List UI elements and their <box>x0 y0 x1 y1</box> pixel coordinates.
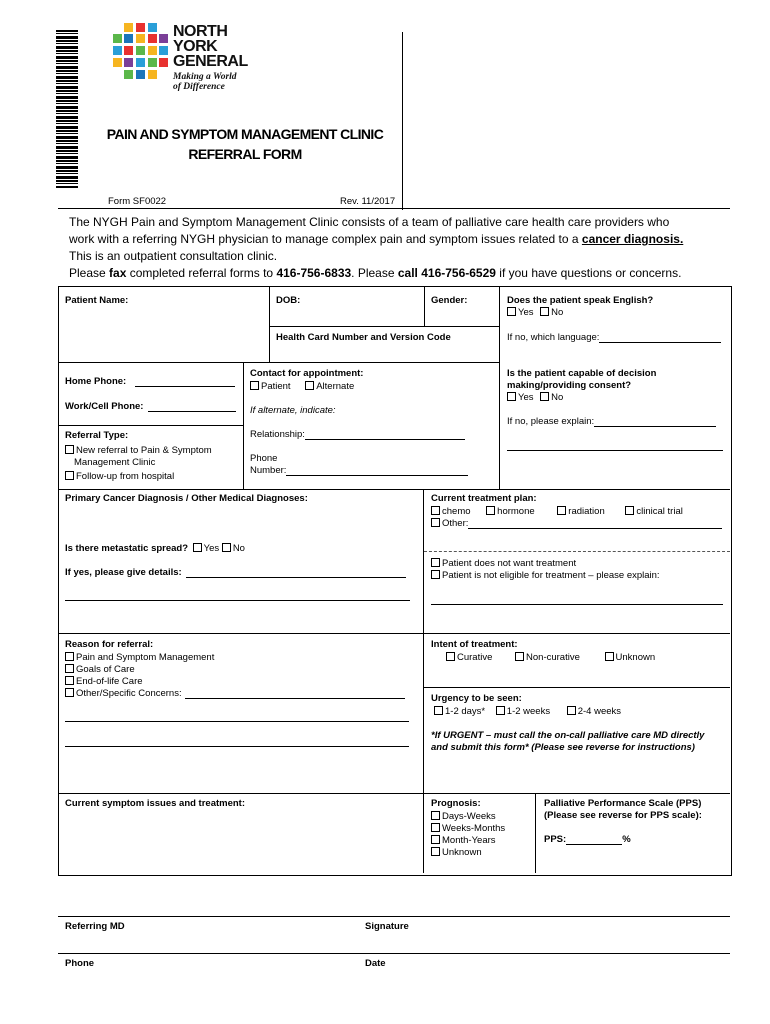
unknown-prognosis-checkbox[interactable] <box>431 847 440 856</box>
reason-label: Reason for referral: <box>65 639 154 650</box>
urgency-options: 1-2 days* 1-2 weeks 2-4 weeks <box>434 706 621 717</box>
relationship-field[interactable]: Relationship: <box>250 429 465 440</box>
dob-label: DOB: <box>276 295 301 306</box>
intro-line-2: work with a referring NYGH physician to manage complex pain and symptom issues related to a cancer diagnosis. <box>69 232 684 246</box>
unknown-intent-checkbox[interactable] <box>605 652 614 661</box>
contact-alternate-checkbox[interactable] <box>305 381 314 390</box>
capable-options: Yes No <box>507 392 563 403</box>
diagnosis-label: Primary Cancer Diagnosis / Other Medical Diagnoses: <box>65 493 308 504</box>
reason-other-option[interactable]: Other/Specific Concerns: <box>65 688 405 699</box>
form-revision: Rev. 11/2017 <box>340 196 396 207</box>
capable-question-1: Is the patient capable of decision <box>507 368 657 379</box>
capable-question-2: making/providing consent? <box>507 380 632 391</box>
work-phone-field[interactable]: Work/Cell Phone: <box>65 401 236 412</box>
intro-line-4: Please fax completed referral forms to 416-756-6833. Please call 416-756-6529 if you have questions or concerns. <box>69 266 682 280</box>
prognosis-days-option[interactable]: Days-Weeks <box>431 811 496 822</box>
not-eligible-option[interactable]: Patient is not eligible for treatment – please explain: <box>431 570 660 581</box>
english-no-checkbox[interactable] <box>540 307 549 316</box>
curative-checkbox[interactable] <box>446 652 455 661</box>
intro-line-1: The NYGH Pain and Symptom Management Clinic consists of a team of palliative care health care providers who <box>69 215 670 229</box>
referral-type-label: Referral Type: <box>65 430 129 441</box>
radiation-checkbox[interactable] <box>557 506 566 515</box>
capable-yes-checkbox[interactable] <box>507 392 516 401</box>
form-number: Form SF0022 <box>108 196 167 207</box>
other-concerns-checkbox[interactable] <box>65 688 74 697</box>
details-field[interactable]: If yes, please give details: <box>65 567 406 578</box>
prognosis-weeks-option[interactable]: Weeks-Months <box>431 823 505 834</box>
chemo-checkbox[interactable] <box>431 506 440 515</box>
metastatic-no-checkbox[interactable] <box>222 543 231 552</box>
home-phone-field[interactable]: Home Phone: <box>65 376 235 387</box>
other-treatment-checkbox[interactable] <box>431 518 440 527</box>
weeks-months-checkbox[interactable] <box>431 823 440 832</box>
urgency-label: Urgency to be seen: <box>431 693 522 704</box>
new-referral-checkbox[interactable] <box>65 445 74 454</box>
intent-label: Intent of treatment: <box>431 639 518 650</box>
logo-general: GENERAL <box>173 53 248 70</box>
capable-no-checkbox[interactable] <box>540 392 549 401</box>
gender-label: Gender: <box>431 295 468 306</box>
intro-line-3: This is an outpatient consultation clinic. <box>69 249 278 263</box>
urgency-2-4-weeks-checkbox[interactable] <box>567 706 576 715</box>
pps-field[interactable]: PPS: % <box>544 834 631 845</box>
eol-checkbox[interactable] <box>65 676 74 685</box>
symptom-label: Current symptom issues and treatment: <box>65 798 246 809</box>
non-curative-checkbox[interactable] <box>515 652 524 661</box>
contact-options: Patient Alternate <box>250 381 354 392</box>
other-treatment-field[interactable]: Other: <box>431 518 722 529</box>
prognosis-label: Prognosis: <box>431 798 481 809</box>
logo-tagline-1: Making a World <box>173 72 237 82</box>
new-referral-option-2: Management Clinic <box>74 457 156 468</box>
reason-goals-option[interactable]: Goals of Care <box>65 664 135 675</box>
urgency-1-2-days-checkbox[interactable] <box>434 706 443 715</box>
goals-checkbox[interactable] <box>65 664 74 673</box>
logo-york: YORK <box>173 38 218 55</box>
pps-label-1: Palliative Performance Scale (PPS) <box>544 798 702 809</box>
speak-english-question: Does the patient speak English? <box>507 295 654 306</box>
treatment-plan-label: Current treatment plan: <box>431 493 537 504</box>
metastatic-question: Is there metastatic spread? Yes No <box>65 543 245 554</box>
clinical-trial-checkbox[interactable] <box>625 506 634 515</box>
explain-field[interactable]: If no, please explain: <box>507 416 716 427</box>
referring-md-label: Referring MD <box>65 921 125 932</box>
contact-patient-checkbox[interactable] <box>250 381 259 390</box>
days-weeks-checkbox[interactable] <box>431 811 440 820</box>
prognosis-months-option[interactable]: Month-Years <box>431 835 496 846</box>
new-referral-option[interactable]: New referral to Pain & Symptom <box>65 445 212 456</box>
intent-options: Curative Non-curative Unknown <box>446 652 655 663</box>
if-alternate-label: If alternate, indicate: <box>250 405 336 416</box>
form-title-1: PAIN AND SYMPTOM MANAGEMENT CLINIC <box>106 126 384 142</box>
prognosis-unknown-option[interactable]: Unknown <box>431 847 482 858</box>
form-title-2: REFERRAL FORM <box>188 146 302 162</box>
language-field[interactable]: If no, which language: <box>507 332 721 343</box>
barcode <box>56 30 78 188</box>
urgent-note-1: *If URGENT – must call the on-call palliative care MD directly <box>431 730 705 741</box>
contact-label: Contact for appointment: <box>250 368 364 379</box>
logo-tagline-2: of Difference <box>173 82 225 92</box>
pain-checkbox[interactable] <box>65 652 74 661</box>
treatment-options: chemo hormone radiation clinical trial <box>431 506 683 517</box>
english-options: Yes No <box>507 307 563 318</box>
phone-label-1: Phone <box>250 453 278 464</box>
month-years-checkbox[interactable] <box>431 835 440 844</box>
urgent-note-2: and submit this form* (Please see reverse for instructions) <box>431 742 695 753</box>
hormone-checkbox[interactable] <box>486 506 495 515</box>
signature-label: Signature <box>365 921 409 932</box>
logo-north: NORTH <box>173 23 228 40</box>
metastatic-yes-checkbox[interactable] <box>193 543 202 552</box>
patient-name-label: Patient Name: <box>65 295 129 306</box>
date-label: Date <box>365 958 386 969</box>
followup-checkbox[interactable] <box>65 471 74 480</box>
not-want-option[interactable]: Patient does not want treatment <box>431 558 576 569</box>
phone-number-field[interactable]: Number: <box>250 465 468 476</box>
reason-eol-option[interactable]: End-of-life Care <box>65 676 143 687</box>
english-yes-checkbox[interactable] <box>507 307 516 316</box>
followup-option[interactable]: Follow-up from hospital <box>65 471 174 482</box>
pps-label-2: (Please see reverse for PPS scale): <box>544 810 702 821</box>
health-card-label: Health Card Number and Version Code <box>276 332 451 343</box>
not-want-checkbox[interactable] <box>431 558 440 567</box>
not-eligible-checkbox[interactable] <box>431 570 440 579</box>
urgency-1-2-weeks-checkbox[interactable] <box>496 706 505 715</box>
phone-label: Phone <box>65 958 95 969</box>
reason-pain-option[interactable]: Pain and Symptom Management <box>65 652 214 663</box>
